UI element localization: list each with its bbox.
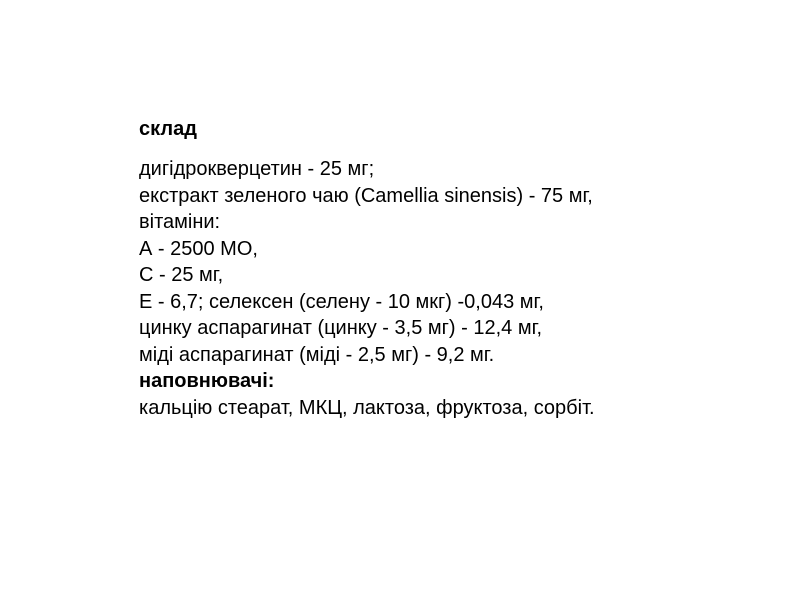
ingredient-line-green-tea-extract: екстракт зеленого чаю (Camellia sinensis) - 75 мг, [139,184,593,207]
ingredient-line-dihydroquercetin: дигідрокверцетин - 25 мг; [139,158,375,180]
ingredient-line-vitamin-c: С - 25 мг, [139,264,224,286]
fillers-heading: наповнювачі: [139,370,275,392]
fillers-text: кальцію стеарат, МКЦ, лактоза, фруктоза, сорбіт. [139,396,595,419]
ingredient-line-vitamin-a: А - 2500 МО, [139,237,258,260]
ingredient-line-vitamin-e-selexen: Е - 6,7; селексен (селену - 10 мкг) -0,043 мг, [139,290,544,313]
composition-heading: склад [139,118,197,140]
ingredient-line-copper-asparaginate: міді аспарагинат (міді - 2,5 мг) - 9,2 мг. [139,343,495,366]
ingredient-line-vitamins: вітаміни: [139,211,221,233]
ingredient-line-zinc-asparaginate: цинку аспарагинат (цинку - 3,5 мг) - 12,4 мг, [139,317,542,339]
composition-block [139,114,779,421]
